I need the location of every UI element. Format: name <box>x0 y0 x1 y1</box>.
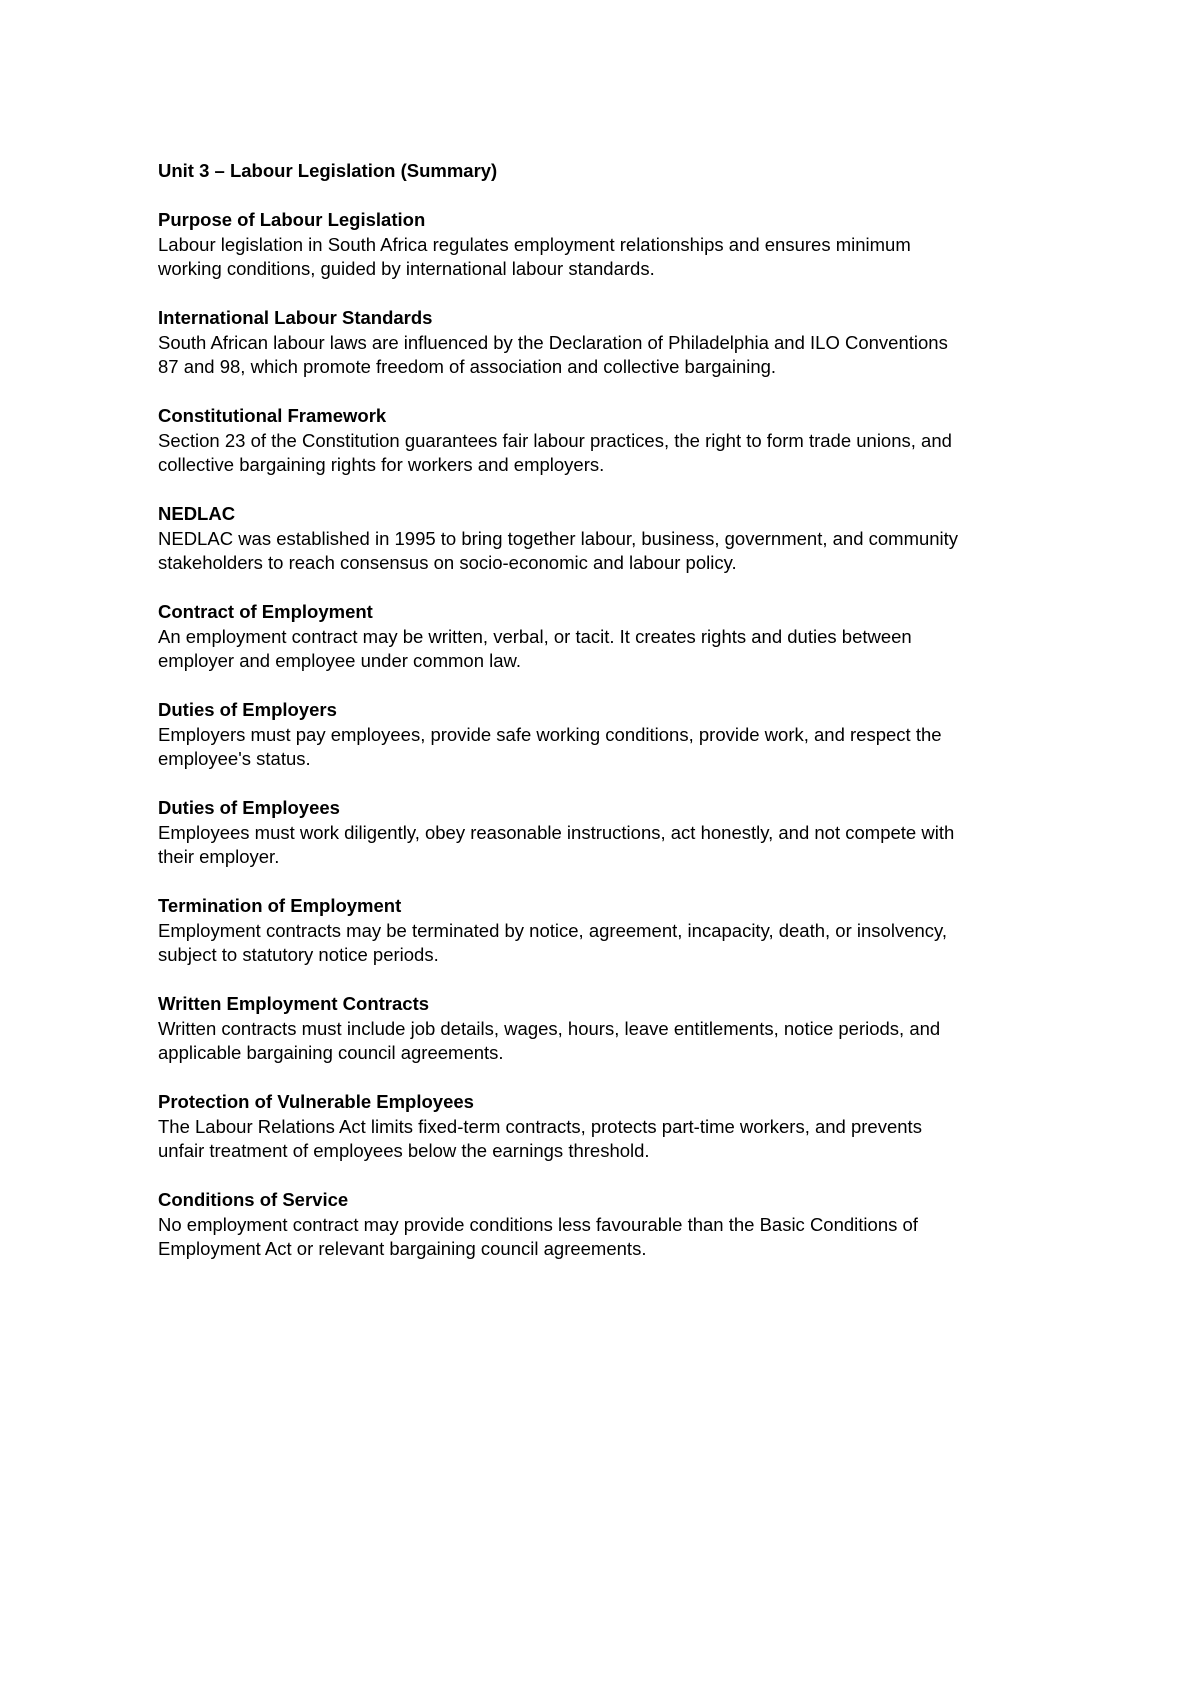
body-line: Employment Act or relevant bargaining council agreements. <box>158 1238 647 1259</box>
section-heading: Duties of Employees <box>158 797 340 818</box>
body-line: employer and employee under common law. <box>158 650 521 671</box>
section-heading: Conditions of Service <box>158 1189 349 1210</box>
body-line: Section 23 of the Constitution guarantees fair labour practices, the right to form trade unions, and <box>158 429 952 451</box>
section-heading: NEDLAC <box>158 503 236 524</box>
section-heading: Contract of Employment <box>158 601 373 622</box>
section-body <box>158 527 1058 576</box>
body-line: 87 and 98, which promote freedom of association and collective bargaining. <box>158 356 777 377</box>
section-protection-of-vulnerable-employees <box>158 1090 1058 1164</box>
section-purpose <box>158 208 1058 282</box>
section-body <box>158 1017 1058 1066</box>
section-body <box>158 919 1058 968</box>
body-line: Employment contracts may be terminated by notice, agreement, incapacity, death, or insolvency, <box>158 919 948 941</box>
section-contract-of-employment <box>158 600 1058 674</box>
section-body <box>158 429 1058 478</box>
section-body <box>158 1213 1058 1262</box>
section-body <box>158 233 1058 282</box>
body-line: working conditions, guided by international labour standards. <box>158 258 655 279</box>
body-line: Employees must work diligently, obey reasonable instructions, act honestly, and not compete with <box>158 821 955 843</box>
body-line: employee's status. <box>158 748 311 769</box>
section-heading: Written Employment Contracts <box>158 993 430 1014</box>
body-line: applicable bargaining council agreements. <box>158 1042 504 1063</box>
section-heading: Constitutional Framework <box>158 405 387 426</box>
section-constitutional-framework <box>158 404 1058 478</box>
section-heading: Duties of Employers <box>158 699 337 720</box>
section-body <box>158 821 1058 870</box>
section-body <box>158 625 1058 674</box>
body-line: subject to statutory notice periods. <box>158 944 439 965</box>
section-written-employment-contracts <box>158 992 1058 1066</box>
section-conditions-of-service <box>158 1188 1058 1262</box>
body-line: Employers must pay employees, provide safe working conditions, provide work, and respect the <box>158 723 942 745</box>
body-line: Labour legislation in South Africa regulates employment relationships and ensures minimum <box>158 233 911 255</box>
body-line: NEDLAC was established in 1995 to bring together labour, business, government, and community <box>158 527 959 549</box>
section-heading: International Labour Standards <box>158 307 433 328</box>
body-line: No employment contract may provide conditions less favourable than the Basic Conditions of <box>158 1213 918 1235</box>
section-duties-of-employees <box>158 796 1058 870</box>
section-body <box>158 1115 1058 1164</box>
section-nedlac <box>158 502 1058 576</box>
body-line: The Labour Relations Act limits fixed-term contracts, protects part-time workers, and prevents <box>158 1115 922 1137</box>
section-heading: Purpose of Labour Legislation <box>158 209 426 230</box>
body-line: South African labour laws are influenced by the Declaration of Philadelphia and ILO Conventions <box>158 331 948 353</box>
body-line: stakeholders to reach consensus on socio-economic and labour policy. <box>158 552 737 573</box>
body-line: unfair treatment of employees below the earnings threshold. <box>158 1140 650 1161</box>
section-termination-of-employment <box>158 894 1058 968</box>
document-content <box>158 159 1058 1286</box>
section-heading: Termination of Employment <box>158 895 402 916</box>
body-line: An employment contract may be written, verbal, or tacit. It creates rights and duties between <box>158 625 912 647</box>
body-line: Written contracts must include job details, wages, hours, leave entitlements, notice periods, and <box>158 1017 941 1039</box>
body-line: their employer. <box>158 846 280 867</box>
section-duties-of-employers <box>158 698 1058 772</box>
body-line: collective bargaining rights for workers and employers. <box>158 454 605 475</box>
document-title: Unit 3 – Labour Legislation (Summary) <box>158 160 498 181</box>
section-body <box>158 723 1058 772</box>
section-body <box>158 331 1058 380</box>
section-heading: Protection of Vulnerable Employees <box>158 1091 474 1112</box>
section-international-standards <box>158 306 1058 380</box>
